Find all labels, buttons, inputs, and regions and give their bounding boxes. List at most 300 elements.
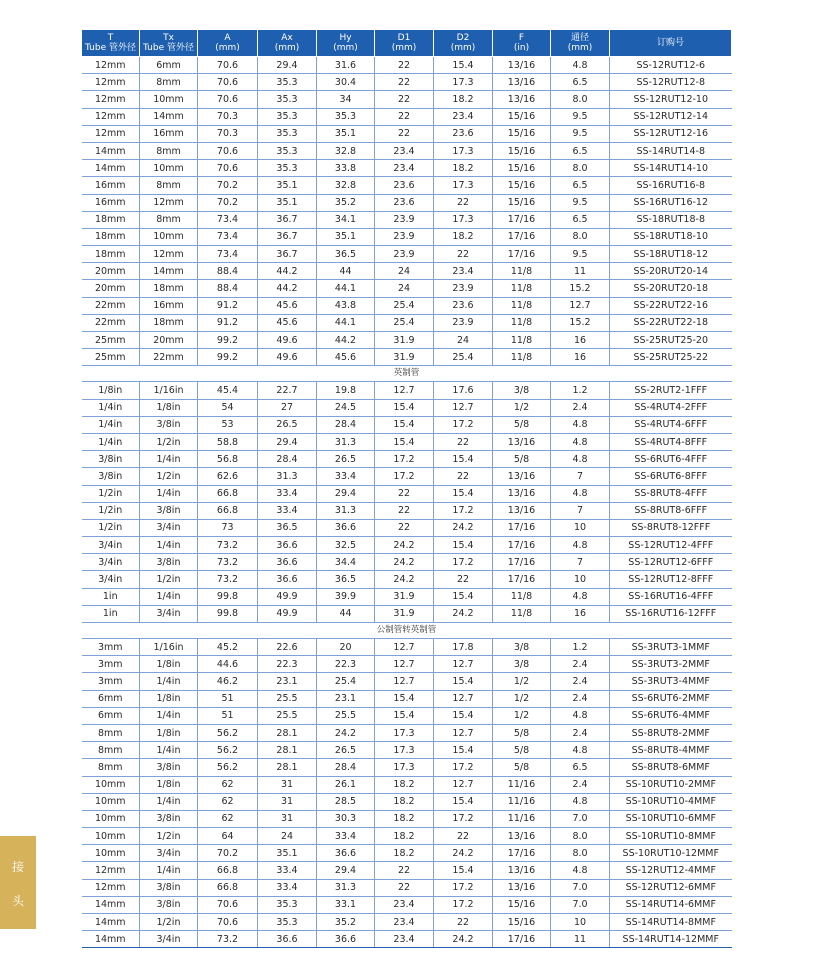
table-cell: 4.8: [551, 742, 610, 759]
table-cell: 12mm: [82, 125, 140, 142]
table-cell: 17/16: [493, 571, 551, 588]
table-cell: 17/16: [493, 554, 551, 571]
table-cell: 3/4in: [82, 554, 140, 571]
table-cell: 12mm: [140, 246, 198, 263]
table-cell: 70.2: [198, 194, 258, 211]
table-cell: 18mm: [82, 211, 140, 228]
column-header-line1: 订购号: [656, 38, 684, 48]
table-cell: 15/16: [493, 160, 551, 177]
table-cell: 17.2: [434, 879, 493, 896]
table-cell: 31.3: [258, 468, 317, 485]
table-row: [82, 433, 732, 450]
table-cell: 24.2: [434, 845, 493, 862]
table-cell: 33.4: [258, 502, 317, 519]
column-header-line2: (mm): [215, 43, 240, 53]
table-cell: 2.4: [551, 690, 610, 707]
table-row: [82, 879, 732, 896]
table-cell: 17.2: [375, 468, 434, 485]
table-cell: 8.0: [551, 828, 610, 845]
table-cell: 17.8: [434, 639, 493, 656]
table-cell: 8.0: [551, 845, 610, 862]
table-cell: 3/8: [493, 639, 551, 656]
table-cell: 15.4: [434, 673, 493, 690]
column-header-line1: Ax: [281, 33, 293, 43]
table-cell: 1/2in: [82, 519, 140, 536]
order-number-cell: SS-22RUT22-16: [610, 297, 732, 314]
column-header: [434, 30, 493, 57]
table-row: [82, 108, 732, 125]
table-cell: 23.1: [317, 690, 375, 707]
order-number-cell: SS-14RUT14-10: [610, 160, 732, 177]
table-cell: 23.4: [375, 896, 434, 913]
table-cell: 91.2: [198, 314, 258, 331]
table-row: [82, 211, 732, 228]
table-cell: 12mm: [82, 108, 140, 125]
table-cell: 11/8: [493, 332, 551, 349]
table-cell: 73.2: [198, 571, 258, 588]
table-cell: 17.3: [375, 742, 434, 759]
table-row: [82, 502, 732, 519]
table-cell: 22mm: [82, 297, 140, 314]
table-cell: 35.1: [317, 228, 375, 245]
table-cell: 15/16: [493, 194, 551, 211]
table-row: [82, 828, 732, 845]
table-cell: 22: [434, 433, 493, 450]
table-cell: 7: [551, 502, 610, 519]
order-number-cell: SS-20RUT20-14: [610, 263, 732, 280]
table-cell: 34.4: [317, 554, 375, 571]
table-cell: 23.4: [375, 142, 434, 159]
column-header-line2: Tube 管外径: [143, 43, 194, 53]
side-tab: [0, 836, 36, 929]
table-cell: 56.2: [198, 724, 258, 741]
table-cell: 20mm: [82, 263, 140, 280]
table-cell: 11/8: [493, 297, 551, 314]
table-cell: 1/4in: [140, 742, 198, 759]
table-cell: 31.6: [317, 57, 375, 74]
table-cell: 22mm: [82, 314, 140, 331]
order-number-cell: SS-12RUT12-16: [610, 125, 732, 142]
table-cell: 12mm: [82, 74, 140, 91]
table-cell: 27: [258, 399, 317, 416]
table-cell: 5/8: [493, 451, 551, 468]
table-cell: 44.1: [317, 314, 375, 331]
table-cell: 35.1: [258, 845, 317, 862]
table-cell: 25.4: [434, 349, 493, 366]
table-cell: 23.4: [375, 914, 434, 931]
table-cell: 29.4: [317, 485, 375, 502]
table-cell: 16: [551, 605, 610, 622]
table-cell: 2.4: [551, 399, 610, 416]
table-cell: 32.8: [317, 142, 375, 159]
table-cell: 24: [434, 332, 493, 349]
table-cell: 24.2: [375, 537, 434, 554]
table-cell: 36.5: [258, 519, 317, 536]
table-cell: 12.7: [375, 673, 434, 690]
table-cell: 22.7: [258, 382, 317, 399]
order-number-cell: SS-10RUT10-8MMF: [610, 828, 732, 845]
table-cell: 23.4: [434, 263, 493, 280]
table-cell: 35.3: [258, 896, 317, 913]
order-number-cell: SS-25RUT25-20: [610, 332, 732, 349]
table-cell: 66.8: [198, 879, 258, 896]
table-cell: 18.2: [375, 793, 434, 810]
column-header-line1: 通径: [570, 33, 589, 43]
table-cell: 15.4: [434, 793, 493, 810]
table-row: [82, 263, 732, 280]
order-number-cell: SS-18RUT18-10: [610, 228, 732, 245]
table-cell: 44: [317, 263, 375, 280]
table-cell: 88.4: [198, 280, 258, 297]
section-title: 英制管: [82, 366, 732, 382]
section-row: [82, 366, 732, 382]
table-cell: 24: [258, 828, 317, 845]
table-cell: 1/8in: [140, 776, 198, 793]
table-cell: 1/16in: [140, 382, 198, 399]
table-row: [82, 588, 732, 605]
table-cell: 7.0: [551, 810, 610, 827]
table-cell: 20mm: [82, 280, 140, 297]
table-row: [82, 914, 732, 931]
table-cell: 15/16: [493, 896, 551, 913]
table-row: [82, 74, 732, 91]
table-cell: 70.3: [198, 108, 258, 125]
column-header: [198, 30, 258, 57]
table-cell: 14mm: [82, 160, 140, 177]
table-cell: 53: [198, 416, 258, 433]
table-cell: 25.5: [258, 690, 317, 707]
table-cell: 70.6: [198, 57, 258, 74]
table-row: [82, 793, 732, 810]
table-cell: 15.4: [434, 537, 493, 554]
table-cell: 18mm: [140, 314, 198, 331]
table-cell: 11/8: [493, 280, 551, 297]
table-cell: 10: [551, 914, 610, 931]
table-cell: 99.8: [198, 605, 258, 622]
order-number-cell: SS-12RUT12-10: [610, 91, 732, 108]
table-cell: 36.5: [317, 246, 375, 263]
table-cell: 17.3: [375, 724, 434, 741]
table-cell: 1.2: [551, 382, 610, 399]
table-cell: 23.9: [434, 314, 493, 331]
table-cell: 35.1: [258, 177, 317, 194]
table-cell: 35.3: [258, 74, 317, 91]
table-row: [82, 246, 732, 263]
order-number-cell: SS-3RUT3-1MMF: [610, 639, 732, 656]
table-cell: 22: [375, 125, 434, 142]
table-cell: 44.2: [258, 263, 317, 280]
table-cell: 12mm: [140, 194, 198, 211]
table-cell: 13/16: [493, 57, 551, 74]
table-cell: 18.2: [375, 845, 434, 862]
table-cell: 22.6: [258, 639, 317, 656]
table-cell: 46.2: [198, 673, 258, 690]
table-cell: 1/4in: [140, 862, 198, 879]
table-cell: 12.7: [551, 297, 610, 314]
table-cell: 62.6: [198, 468, 258, 485]
table-cell: 23.4: [375, 160, 434, 177]
table-cell: 73.4: [198, 211, 258, 228]
table-cell: 51: [198, 690, 258, 707]
table-cell: 31.9: [375, 349, 434, 366]
table-cell: 17.3: [434, 142, 493, 159]
table-cell: 3/8in: [140, 896, 198, 913]
column-header-line2: Tube 管外径: [85, 43, 136, 53]
table-cell: 64: [198, 828, 258, 845]
table-cell: 2.4: [551, 673, 610, 690]
table-cell: 28.4: [317, 416, 375, 433]
table-row: [82, 382, 732, 399]
table-cell: 3/4in: [140, 845, 198, 862]
table-cell: 14mm: [140, 108, 198, 125]
table-cell: 36.6: [258, 554, 317, 571]
table-cell: 18mm: [82, 246, 140, 263]
table-cell: 8mm: [140, 142, 198, 159]
table-cell: 29.4: [258, 57, 317, 74]
table-cell: 17.2: [434, 810, 493, 827]
column-header: [493, 30, 551, 57]
table-cell: 8mm: [82, 742, 140, 759]
table-cell: 22: [375, 502, 434, 519]
table-cell: 24.2: [434, 931, 493, 948]
column-header-line1: D2: [456, 33, 470, 43]
table-cell: 4.8: [551, 588, 610, 605]
table-cell: 11/8: [493, 263, 551, 280]
table-cell: 4.8: [551, 416, 610, 433]
table-cell: 17.3: [434, 74, 493, 91]
table-cell: 66.8: [198, 502, 258, 519]
table-cell: 31.9: [375, 605, 434, 622]
table-cell: 4.8: [551, 57, 610, 74]
table-cell: 16: [551, 349, 610, 366]
column-header-line2: (mm): [567, 43, 593, 53]
table-cell: 31.3: [317, 502, 375, 519]
table-cell: 24.5: [317, 399, 375, 416]
table-row: [82, 160, 732, 177]
column-header-line1: D1: [397, 33, 411, 43]
column-header: [551, 30, 610, 57]
table-cell: 10: [551, 571, 610, 588]
column-header: [375, 30, 434, 57]
table-cell: 15/16: [493, 914, 551, 931]
table-cell: 4.8: [551, 793, 610, 810]
table-cell: 35.1: [258, 194, 317, 211]
table-cell: 16mm: [140, 125, 198, 142]
table-cell: 11/16: [493, 793, 551, 810]
table-row: [82, 571, 732, 588]
table-cell: 35.3: [258, 108, 317, 125]
table-cell: 13/16: [493, 468, 551, 485]
table-cell: 5/8: [493, 416, 551, 433]
table-cell: 18mm: [140, 280, 198, 297]
table-cell: 15.4: [375, 416, 434, 433]
column-header-line2: (mm): [333, 43, 358, 53]
table-cell: 70.6: [198, 74, 258, 91]
table-row: [82, 468, 732, 485]
table-cell: 11/16: [493, 776, 551, 793]
order-number-cell: SS-12RUT12-6: [610, 57, 732, 74]
table-cell: 1/2: [493, 399, 551, 416]
table-cell: 43.8: [317, 297, 375, 314]
order-number-cell: SS-14RUT14-12MMF: [610, 931, 732, 948]
table-cell: 1/8in: [140, 724, 198, 741]
table-cell: 15.4: [434, 57, 493, 74]
table-cell: 18.2: [375, 810, 434, 827]
table-cell: 5/8: [493, 759, 551, 776]
table-cell: 70.6: [198, 160, 258, 177]
table-cell: 16mm: [82, 177, 140, 194]
table-cell: 4.8: [551, 537, 610, 554]
table-cell: 8mm: [82, 724, 140, 741]
table-cell: 45.4: [198, 382, 258, 399]
table-cell: 18mm: [82, 228, 140, 245]
table-cell: 4.8: [551, 451, 610, 468]
table-cell: 15/16: [493, 108, 551, 125]
table-cell: 70.2: [198, 177, 258, 194]
table-row: [82, 896, 732, 913]
table-cell: 35.2: [317, 194, 375, 211]
table-cell: 3mm: [82, 656, 140, 673]
table-cell: 12mm: [82, 862, 140, 879]
table-cell: 23.9: [375, 246, 434, 263]
table-cell: 10: [551, 519, 610, 536]
column-header-line1: F: [518, 33, 525, 43]
table-cell: 49.6: [258, 332, 317, 349]
table-cell: 18.2: [434, 91, 493, 108]
table-cell: 29.4: [258, 433, 317, 450]
table-cell: 39.9: [317, 588, 375, 605]
table-cell: 31.3: [317, 879, 375, 896]
table-cell: 3/8in: [140, 502, 198, 519]
order-number-cell: SS-16RUT16-12: [610, 194, 732, 211]
order-number-cell: SS-6RUT6-4MMF: [610, 707, 732, 724]
table-cell: 10mm: [140, 160, 198, 177]
table-cell: 6.5: [551, 74, 610, 91]
table-row: [82, 776, 732, 793]
table-cell: 25.4: [317, 673, 375, 690]
table-cell: 31.9: [375, 588, 434, 605]
table-cell: 17.2: [434, 896, 493, 913]
table-cell: 23.9: [375, 228, 434, 245]
table-cell: 9.5: [551, 108, 610, 125]
table-cell: 4.8: [551, 433, 610, 450]
table-cell: 10mm: [82, 793, 140, 810]
table-cell: 32.8: [317, 177, 375, 194]
table-row: [82, 177, 732, 194]
table-cell: 36.5: [317, 571, 375, 588]
table-cell: 22.3: [258, 656, 317, 673]
table-cell: 26.1: [317, 776, 375, 793]
table-cell: 45.6: [258, 297, 317, 314]
table-cell: 1/16in: [140, 639, 198, 656]
table-cell: 1/2in: [140, 571, 198, 588]
table-row: [82, 57, 732, 74]
table-cell: 1/8in: [140, 690, 198, 707]
table-cell: 3/8in: [82, 451, 140, 468]
table-cell: 3/8in: [140, 810, 198, 827]
table-cell: 22mm: [140, 349, 198, 366]
table-cell: 12mm: [82, 91, 140, 108]
table-cell: 13/16: [493, 91, 551, 108]
table-cell: 6mm: [82, 690, 140, 707]
order-number-cell: SS-12RUT12-6MMF: [610, 879, 732, 896]
table-cell: 6.5: [551, 177, 610, 194]
table-cell: 36.7: [258, 211, 317, 228]
table-cell: 36.6: [258, 931, 317, 948]
table-cell: 17.2: [434, 554, 493, 571]
table-cell: 35.3: [258, 91, 317, 108]
table-cell: 1/2in: [82, 502, 140, 519]
table-cell: 33.8: [317, 160, 375, 177]
table-cell: 3/8: [493, 656, 551, 673]
table-cell: 13/16: [493, 74, 551, 91]
table-cell: 34.1: [317, 211, 375, 228]
order-number-cell: SS-10RUT10-6MMF: [610, 810, 732, 827]
table-cell: 6.5: [551, 142, 610, 159]
table-cell: 33.4: [317, 468, 375, 485]
table-cell: 3mm: [82, 639, 140, 656]
table-cell: 73.4: [198, 228, 258, 245]
table-cell: 1/4in: [140, 451, 198, 468]
column-header: [140, 30, 198, 57]
table-cell: 45.6: [258, 314, 317, 331]
table-cell: 22: [375, 91, 434, 108]
column-header: [317, 30, 375, 57]
table-cell: 24.2: [317, 724, 375, 741]
table-cell: 1/2in: [140, 914, 198, 931]
table-cell: 13/16: [493, 485, 551, 502]
table-cell: 15.4: [434, 707, 493, 724]
table-cell: 18.2: [375, 776, 434, 793]
table-cell: 9.5: [551, 125, 610, 142]
table-cell: 14mm: [82, 931, 140, 948]
order-number-cell: SS-3RUT3-2MMF: [610, 656, 732, 673]
table-cell: 1/2in: [82, 485, 140, 502]
table-cell: 3/8: [493, 382, 551, 399]
table-cell: 4.8: [551, 862, 610, 879]
table-row: [82, 349, 732, 366]
table-cell: 7: [551, 468, 610, 485]
table-cell: 3/4in: [82, 537, 140, 554]
table-cell: 70.6: [198, 142, 258, 159]
table-cell: 1/2in: [140, 433, 198, 450]
table-cell: 22: [375, 879, 434, 896]
table-cell: 73.4: [198, 246, 258, 263]
table-cell: 17/16: [493, 246, 551, 263]
order-number-cell: SS-8RUT8-2MMF: [610, 724, 732, 741]
order-number-cell: SS-12RUT12-4MMF: [610, 862, 732, 879]
table-cell: 1/4in: [140, 673, 198, 690]
table-cell: 33.1: [317, 896, 375, 913]
table-cell: 28.5: [317, 793, 375, 810]
header-row: [82, 30, 732, 57]
table-cell: 18.2: [434, 228, 493, 245]
table-cell: 73.2: [198, 537, 258, 554]
table-cell: 73: [198, 519, 258, 536]
table-cell: 7: [551, 554, 610, 571]
table-cell: 11/8: [493, 605, 551, 622]
table-cell: 15.4: [434, 485, 493, 502]
table-cell: 62: [198, 810, 258, 827]
table-cell: 12.7: [375, 656, 434, 673]
table-row: [82, 91, 732, 108]
table-cell: 8mm: [140, 74, 198, 91]
order-number-cell: SS-4RUT4-2FFF: [610, 399, 732, 416]
table-cell: 16: [551, 332, 610, 349]
table-cell: 70.2: [198, 845, 258, 862]
table-cell: 3/8in: [82, 468, 140, 485]
table-cell: 12mm: [82, 879, 140, 896]
